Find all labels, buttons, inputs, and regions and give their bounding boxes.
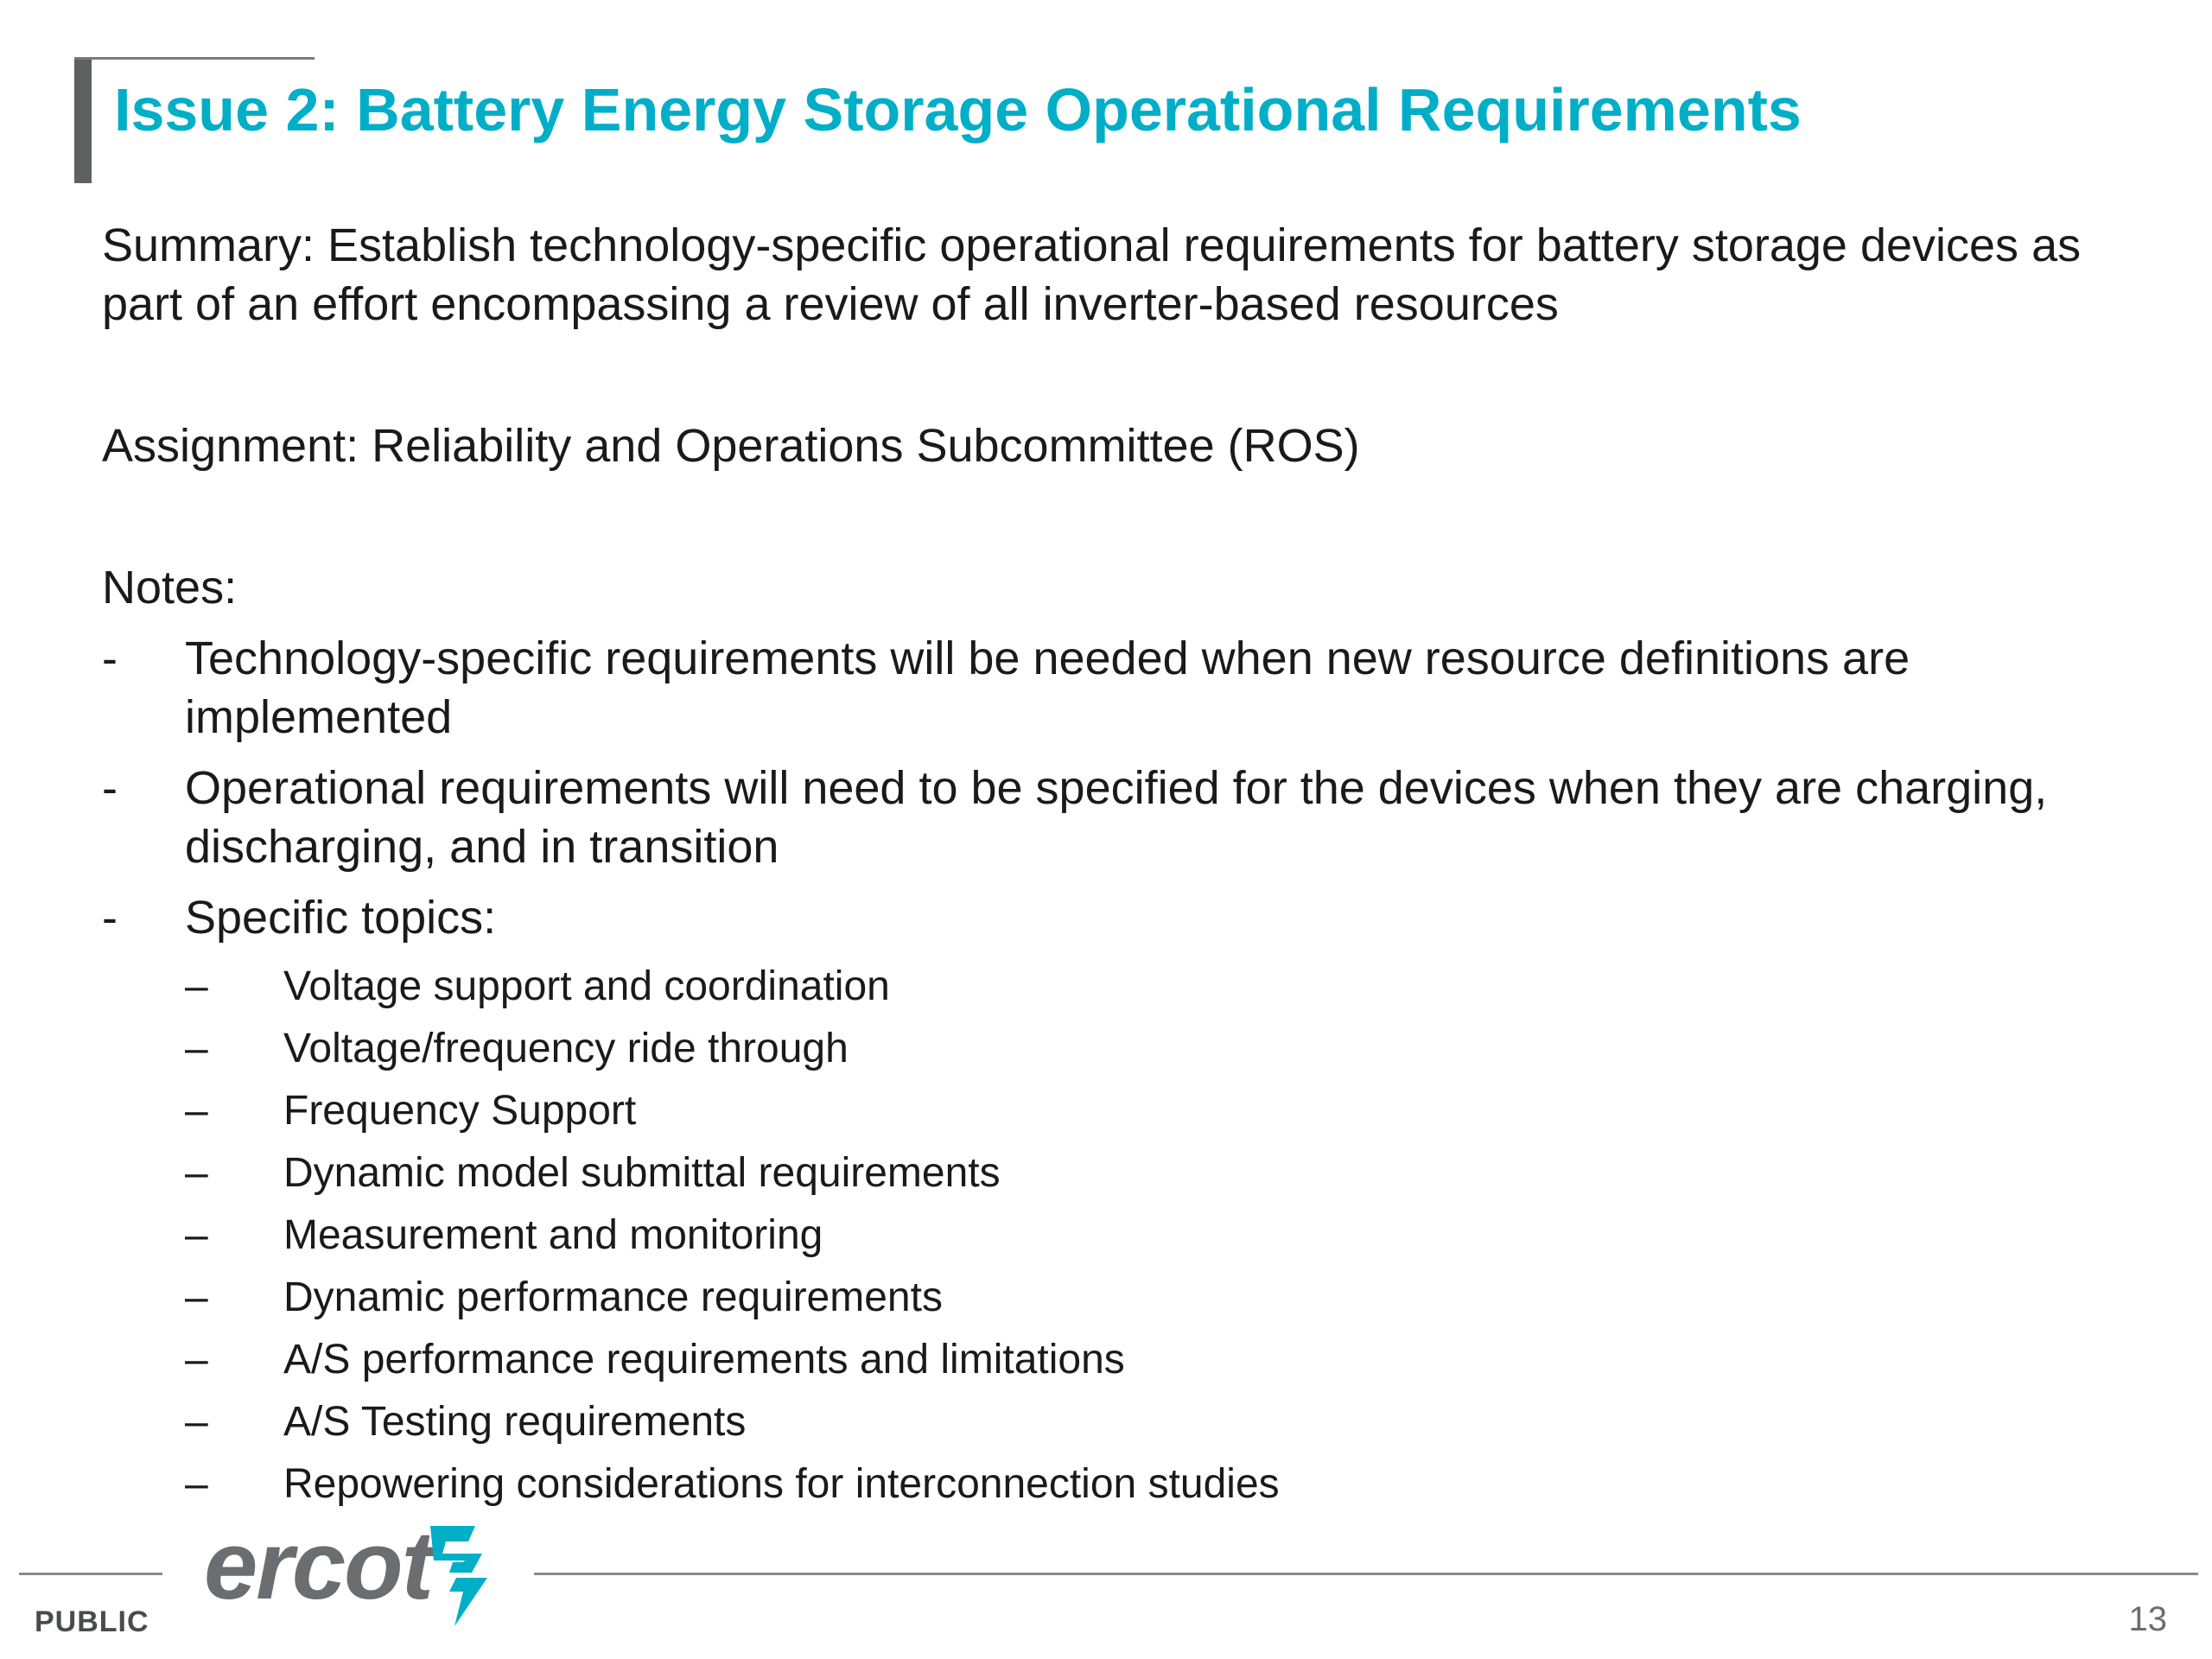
page-number: 13 (2128, 1600, 2167, 1638)
lightning-bolt-icon (415, 1519, 498, 1630)
topic-text: A/S performance requirements and limitations (283, 1337, 1125, 1382)
sub-marker: – (185, 1399, 208, 1445)
topic-text: Voltage support and coordination (283, 963, 890, 1009)
sub-marker: – (185, 1461, 208, 1507)
topic-item (185, 1329, 2075, 1391)
topic-item (185, 1018, 2075, 1080)
assignment-text: Assignment: Reliability and Operations Subcommittee (ROS) (102, 420, 1360, 472)
topic-text: Voltage/frequency ride through (283, 1026, 849, 1071)
sub-marker: – (185, 963, 208, 1009)
classification-label: PUBLIC (35, 1605, 149, 1638)
slide-title: Issue 2: Battery Energy Storage Operational Requirements (114, 76, 1802, 143)
topic-item (185, 1205, 2075, 1267)
bullet-marker: - (102, 892, 118, 944)
topic-item (185, 1267, 2075, 1329)
topic-item (185, 1453, 2075, 1516)
logo-wordmark: ercot (204, 1511, 432, 1619)
note-text: Specific topics: (185, 892, 497, 944)
topic-text: Measurement and monitoring (283, 1212, 823, 1258)
bullet-marker: - (102, 632, 118, 684)
notes-heading: Notes: (102, 562, 238, 613)
summary-text: Summary: Establish technology-specific operational requirements for battery storage devices as part of an effort encompassing a review of all inverter-based resources (102, 219, 2082, 330)
list-item (102, 629, 2158, 747)
notes-list (102, 629, 2158, 1516)
topic-item (185, 956, 2075, 1018)
topic-item (185, 1080, 2075, 1142)
sub-marker: – (185, 1088, 208, 1134)
ercot-logo (204, 1511, 498, 1631)
title-accent-rule (74, 57, 315, 60)
sub-marker: – (185, 1026, 208, 1071)
topic-text: Dynamic model submittal requirements (283, 1150, 1001, 1196)
topics-list (185, 956, 2158, 1516)
sub-marker: – (185, 1337, 208, 1382)
topic-text: A/S Testing requirements (283, 1399, 747, 1445)
footer-rule-right (534, 1573, 2198, 1575)
note-text: Technology-specific requirements will be needed when new resource definitions are implemented (185, 632, 1910, 743)
sub-marker: – (185, 1212, 208, 1258)
list-item (102, 759, 2158, 876)
note-text: Operational requirements will need to be specified for the devices when they are charging, discharging, and in transition (185, 762, 2048, 873)
topic-text: Repowering considerations for interconnection studies (283, 1461, 1280, 1507)
sub-marker: – (185, 1150, 208, 1196)
topic-text: Frequency Support (283, 1088, 637, 1134)
footer-rule-left (19, 1573, 162, 1575)
list-item (102, 888, 2158, 1516)
topic-item (185, 1391, 2075, 1453)
bullet-marker: - (102, 762, 118, 814)
sub-marker: – (185, 1274, 208, 1320)
topic-item (185, 1142, 2075, 1205)
topic-text: Dynamic performance requirements (283, 1274, 943, 1320)
slide-body (102, 216, 2158, 1528)
title-accent-bar (74, 57, 92, 183)
